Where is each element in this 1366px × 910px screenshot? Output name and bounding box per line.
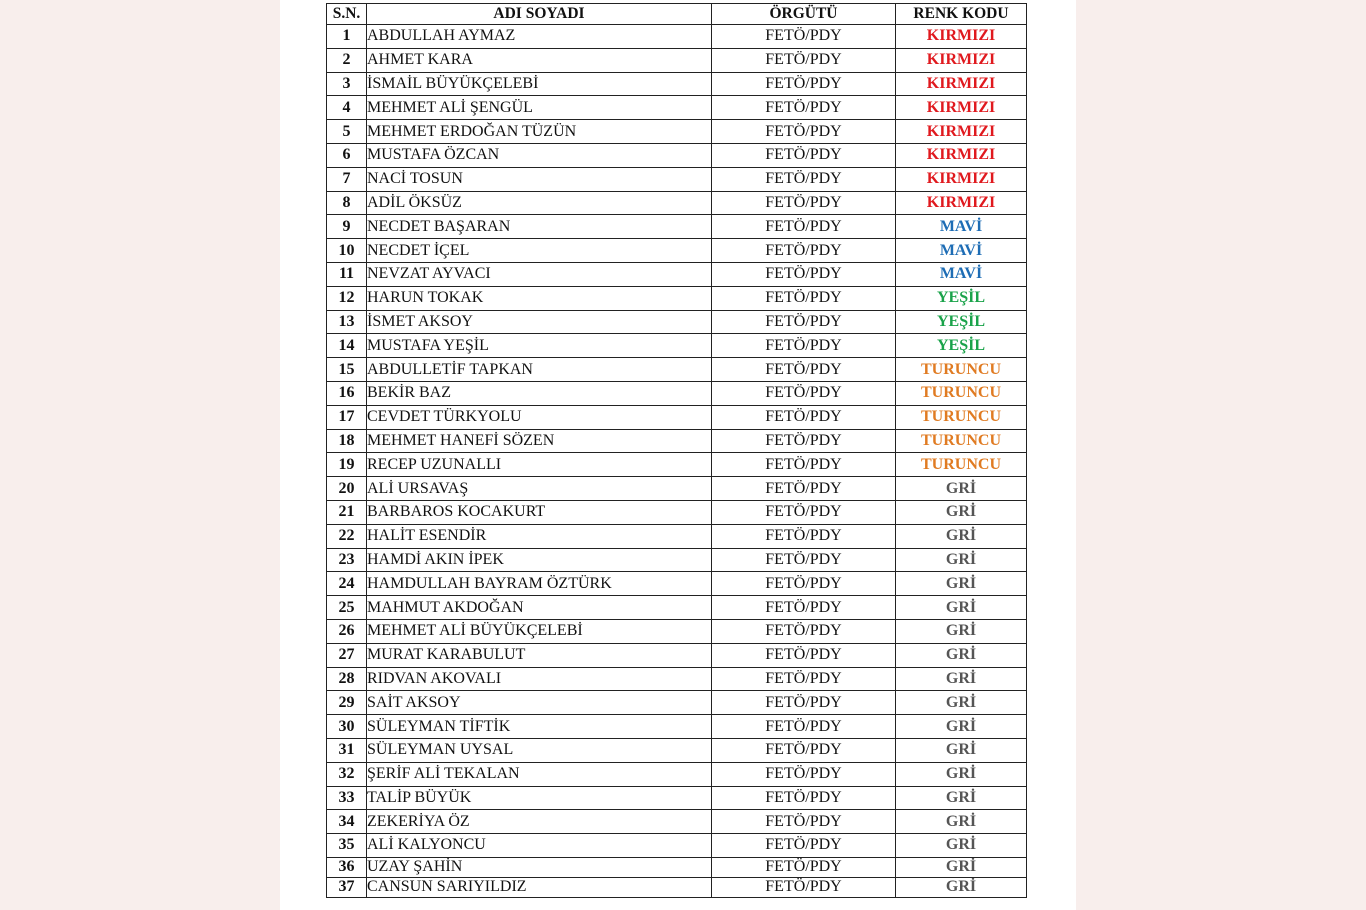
- table-row: [327, 619, 1027, 643]
- organization: FETÖ/PDY: [712, 120, 896, 144]
- color-code: YEŞİL: [896, 286, 1027, 310]
- color-code: YEŞİL: [896, 334, 1027, 358]
- table-row: [327, 381, 1027, 405]
- organization: FETÖ/PDY: [712, 500, 896, 524]
- person-name: AHMET KARA: [367, 48, 712, 72]
- table-row: [327, 548, 1027, 572]
- person-name: İSMAİL BÜYÜKÇELEBİ: [367, 72, 712, 96]
- row-number: 13: [327, 310, 367, 334]
- color-code: KIRMIZI: [896, 191, 1027, 215]
- header-name: ADI SOYADI: [367, 4, 712, 25]
- table-row: [327, 429, 1027, 453]
- row-number: 3: [327, 72, 367, 96]
- person-name: SÜLEYMAN UYSAL: [367, 738, 712, 762]
- color-code: TURUNCU: [896, 429, 1027, 453]
- table-header-row: [327, 4, 1027, 25]
- row-number: 35: [327, 834, 367, 858]
- row-number: 24: [327, 572, 367, 596]
- organization: FETÖ/PDY: [712, 429, 896, 453]
- organization: FETÖ/PDY: [712, 596, 896, 620]
- table-row: [327, 358, 1027, 382]
- person-name: NECDET BAŞARAN: [367, 215, 712, 239]
- person-name: ALİ URSAVAŞ: [367, 477, 712, 501]
- color-code: KIRMIZI: [896, 25, 1027, 49]
- row-number: 6: [327, 143, 367, 167]
- color-code: TURUNCU: [896, 453, 1027, 477]
- header-sn: S.N.: [327, 4, 367, 25]
- person-name: MUSTAFA ÖZCAN: [367, 143, 712, 167]
- table-row: [327, 191, 1027, 215]
- color-code: KIRMIZI: [896, 48, 1027, 72]
- table-row: [327, 453, 1027, 477]
- table-row: [327, 786, 1027, 810]
- person-name: RIDVAN AKOVALI: [367, 667, 712, 691]
- row-number: 33: [327, 786, 367, 810]
- color-code: KIRMIZI: [896, 143, 1027, 167]
- person-name: UZAY ŞAHİN: [367, 857, 712, 877]
- color-code: GRİ: [896, 667, 1027, 691]
- table-row: [327, 877, 1027, 897]
- table-body: [327, 25, 1027, 898]
- color-code: GRİ: [896, 762, 1027, 786]
- organization: FETÖ/PDY: [712, 548, 896, 572]
- row-number: 11: [327, 262, 367, 286]
- row-number: 9: [327, 215, 367, 239]
- table-row: [327, 810, 1027, 834]
- organization: FETÖ/PDY: [712, 810, 896, 834]
- row-number: 4: [327, 96, 367, 120]
- organization: FETÖ/PDY: [712, 524, 896, 548]
- person-name: MUSTAFA YEŞİL: [367, 334, 712, 358]
- row-number: 37: [327, 877, 367, 897]
- person-name: MAHMUT AKDOĞAN: [367, 596, 712, 620]
- table-row: [327, 643, 1027, 667]
- color-code: TURUNCU: [896, 381, 1027, 405]
- organization: FETÖ/PDY: [712, 619, 896, 643]
- person-name: MEHMET HANEFİ SÖZEN: [367, 429, 712, 453]
- organization: FETÖ/PDY: [712, 381, 896, 405]
- table-row: [327, 762, 1027, 786]
- row-number: 5: [327, 120, 367, 144]
- organization: FETÖ/PDY: [712, 762, 896, 786]
- person-name: RECEP UZUNALLI: [367, 453, 712, 477]
- row-number: 29: [327, 691, 367, 715]
- organization: FETÖ/PDY: [712, 405, 896, 429]
- person-name: MEHMET ALİ BÜYÜKÇELEBİ: [367, 619, 712, 643]
- color-code: KIRMIZI: [896, 120, 1027, 144]
- person-name: HALİT ESENDİR: [367, 524, 712, 548]
- person-name: NECDET İÇEL: [367, 239, 712, 263]
- table-row: [327, 239, 1027, 263]
- table-row: [327, 120, 1027, 144]
- person-name: HAMDULLAH BAYRAM ÖZTÜRK: [367, 572, 712, 596]
- color-code: GRİ: [896, 738, 1027, 762]
- color-code: GRİ: [896, 877, 1027, 897]
- table-row: [327, 72, 1027, 96]
- document-page: [280, 0, 1076, 910]
- color-code: GRİ: [896, 477, 1027, 501]
- organization: FETÖ/PDY: [712, 143, 896, 167]
- person-name: MURAT KARABULUT: [367, 643, 712, 667]
- organization: FETÖ/PDY: [712, 715, 896, 739]
- person-name: CEVDET TÜRKYOLU: [367, 405, 712, 429]
- organization: FETÖ/PDY: [712, 25, 896, 49]
- organization: FETÖ/PDY: [712, 453, 896, 477]
- color-code: GRİ: [896, 619, 1027, 643]
- header-org: ÖRGÜTÜ: [712, 4, 896, 25]
- row-number: 28: [327, 667, 367, 691]
- row-number: 32: [327, 762, 367, 786]
- row-number: 12: [327, 286, 367, 310]
- organization: FETÖ/PDY: [712, 877, 896, 897]
- table-row: [327, 477, 1027, 501]
- organization: FETÖ/PDY: [712, 857, 896, 877]
- table-row: [327, 857, 1027, 877]
- organization: FETÖ/PDY: [712, 72, 896, 96]
- person-name: BARBAROS KOCAKURT: [367, 500, 712, 524]
- row-number: 31: [327, 738, 367, 762]
- organization: FETÖ/PDY: [712, 262, 896, 286]
- organization: FETÖ/PDY: [712, 834, 896, 858]
- color-code: TURUNCU: [896, 405, 1027, 429]
- table-row: [327, 334, 1027, 358]
- person-name: CANSUN SARIYILDIZ: [367, 877, 712, 897]
- table-row: [327, 596, 1027, 620]
- row-number: 8: [327, 191, 367, 215]
- color-code: GRİ: [896, 500, 1027, 524]
- color-code: GRİ: [896, 715, 1027, 739]
- color-code: GRİ: [896, 834, 1027, 858]
- table-row: [327, 834, 1027, 858]
- person-name: ZEKERİYA ÖZ: [367, 810, 712, 834]
- organization: FETÖ/PDY: [712, 477, 896, 501]
- row-number: 26: [327, 619, 367, 643]
- organization: FETÖ/PDY: [712, 786, 896, 810]
- table-row: [327, 572, 1027, 596]
- person-name: ADİL ÖKSÜZ: [367, 191, 712, 215]
- person-name: İSMET AKSOY: [367, 310, 712, 334]
- organization: FETÖ/PDY: [712, 572, 896, 596]
- color-code: MAVİ: [896, 239, 1027, 263]
- color-code: GRİ: [896, 643, 1027, 667]
- person-name: ABDULLAH AYMAZ: [367, 25, 712, 49]
- color-code: TURUNCU: [896, 358, 1027, 382]
- row-number: 19: [327, 453, 367, 477]
- person-name: NEVZAT AYVACI: [367, 262, 712, 286]
- row-number: 34: [327, 810, 367, 834]
- row-number: 25: [327, 596, 367, 620]
- color-code: MAVİ: [896, 262, 1027, 286]
- row-number: 22: [327, 524, 367, 548]
- organization: FETÖ/PDY: [712, 738, 896, 762]
- person-name: ŞERİF ALİ TEKALAN: [367, 762, 712, 786]
- table-row: [327, 500, 1027, 524]
- color-code: GRİ: [896, 548, 1027, 572]
- table-row: [327, 667, 1027, 691]
- organization: FETÖ/PDY: [712, 167, 896, 191]
- table-row: [327, 738, 1027, 762]
- organization: FETÖ/PDY: [712, 191, 896, 215]
- organization: FETÖ/PDY: [712, 667, 896, 691]
- row-number: 14: [327, 334, 367, 358]
- organization: FETÖ/PDY: [712, 48, 896, 72]
- person-name: TALİP BÜYÜK: [367, 786, 712, 810]
- color-code: KIRMIZI: [896, 96, 1027, 120]
- organization: FETÖ/PDY: [712, 691, 896, 715]
- wanted-list-table: [326, 3, 1027, 898]
- table-row: [327, 215, 1027, 239]
- table-row: [327, 405, 1027, 429]
- color-code: GRİ: [896, 596, 1027, 620]
- table-row: [327, 286, 1027, 310]
- row-number: 1: [327, 25, 367, 49]
- row-number: 18: [327, 429, 367, 453]
- color-code: GRİ: [896, 572, 1027, 596]
- color-code: GRİ: [896, 691, 1027, 715]
- row-number: 2: [327, 48, 367, 72]
- row-number: 20: [327, 477, 367, 501]
- organization: FETÖ/PDY: [712, 358, 896, 382]
- row-number: 30: [327, 715, 367, 739]
- table-row: [327, 143, 1027, 167]
- color-code: MAVİ: [896, 215, 1027, 239]
- color-code: KIRMIZI: [896, 72, 1027, 96]
- row-number: 10: [327, 239, 367, 263]
- organization: FETÖ/PDY: [712, 96, 896, 120]
- organization: FETÖ/PDY: [712, 215, 896, 239]
- table-row: [327, 310, 1027, 334]
- organization: FETÖ/PDY: [712, 310, 896, 334]
- person-name: HAMDİ AKIN İPEK: [367, 548, 712, 572]
- person-name: HARUN TOKAK: [367, 286, 712, 310]
- color-code: GRİ: [896, 810, 1027, 834]
- organization: FETÖ/PDY: [712, 239, 896, 263]
- row-number: 16: [327, 381, 367, 405]
- row-number: 36: [327, 857, 367, 877]
- color-code: GRİ: [896, 524, 1027, 548]
- row-number: 17: [327, 405, 367, 429]
- row-number: 21: [327, 500, 367, 524]
- table-row: [327, 167, 1027, 191]
- person-name: BEKİR BAZ: [367, 381, 712, 405]
- header-code: RENK KODU: [896, 4, 1027, 25]
- person-name: SÜLEYMAN TİFTİK: [367, 715, 712, 739]
- row-number: 15: [327, 358, 367, 382]
- person-name: MEHMET ALİ ŞENGÜL: [367, 96, 712, 120]
- organization: FETÖ/PDY: [712, 643, 896, 667]
- organization: FETÖ/PDY: [712, 334, 896, 358]
- person-name: SAİT AKSOY: [367, 691, 712, 715]
- color-code: GRİ: [896, 857, 1027, 877]
- table-row: [327, 25, 1027, 49]
- table-row: [327, 48, 1027, 72]
- color-code: GRİ: [896, 786, 1027, 810]
- row-number: 27: [327, 643, 367, 667]
- table-row: [327, 524, 1027, 548]
- color-code: KIRMIZI: [896, 167, 1027, 191]
- row-number: 7: [327, 167, 367, 191]
- table-row: [327, 96, 1027, 120]
- person-name: ALİ KALYONCU: [367, 834, 712, 858]
- person-name: ABDULLETİF TAPKAN: [367, 358, 712, 382]
- table-row: [327, 691, 1027, 715]
- table-row: [327, 262, 1027, 286]
- person-name: NACİ TOSUN: [367, 167, 712, 191]
- row-number: 23: [327, 548, 367, 572]
- table-row: [327, 715, 1027, 739]
- person-name: MEHMET ERDOĞAN TÜZÜN: [367, 120, 712, 144]
- color-code: YEŞİL: [896, 310, 1027, 334]
- organization: FETÖ/PDY: [712, 286, 896, 310]
